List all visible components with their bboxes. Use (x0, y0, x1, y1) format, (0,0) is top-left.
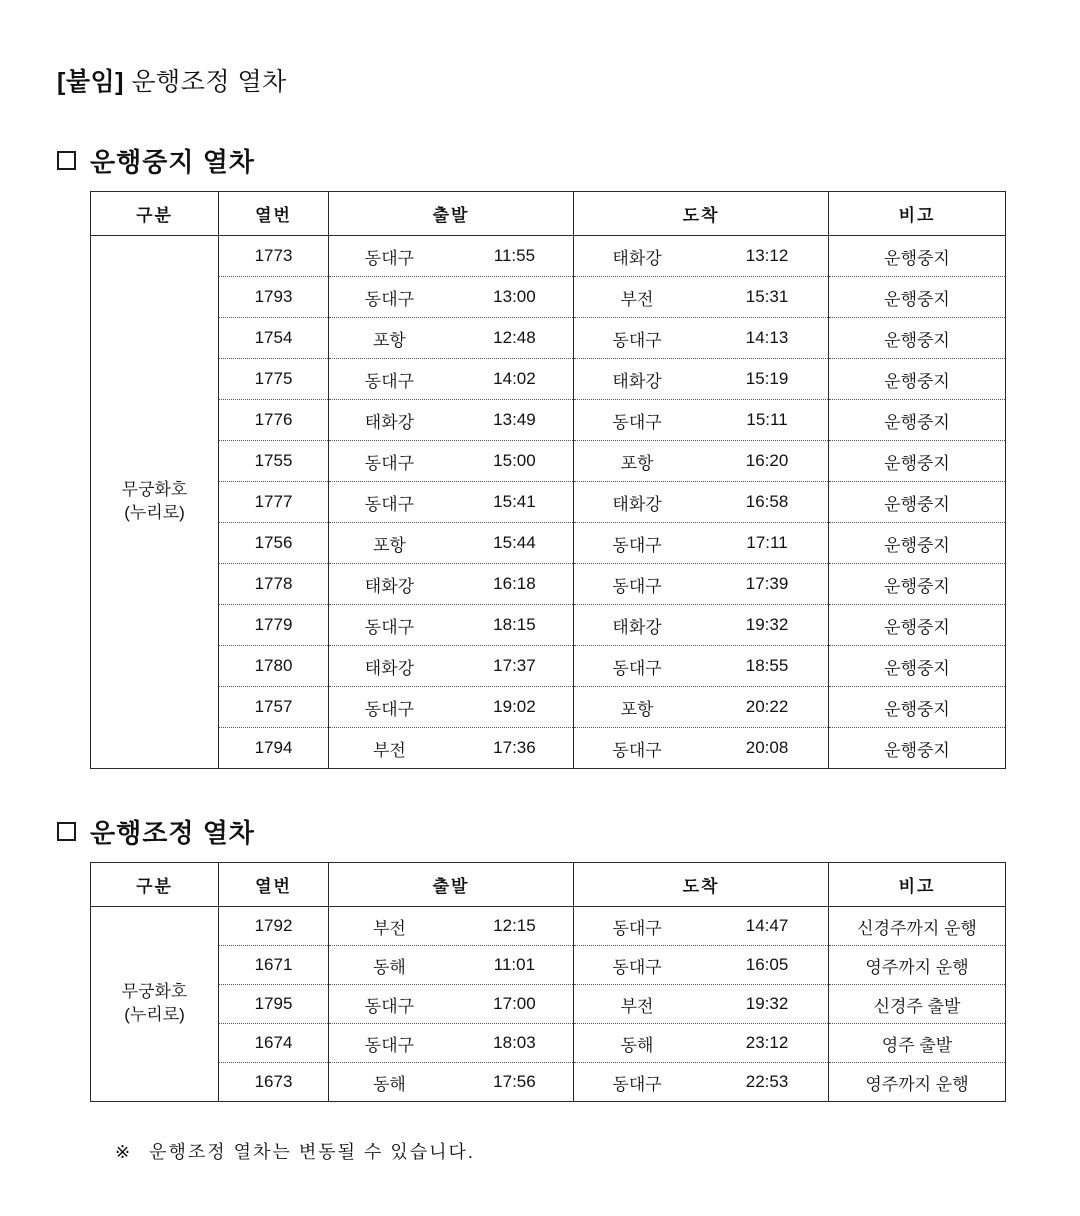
table-row (91, 1063, 1006, 1102)
departure-cell (329, 687, 574, 728)
departure-station: 동대구 (364, 248, 415, 268)
arrival-time: 23:12 (745, 1033, 789, 1052)
arrival-station: 동대구 (612, 918, 662, 938)
departure-time: 15:44 (493, 533, 536, 552)
departure-station: 부전 (373, 918, 406, 938)
departure-cell (329, 646, 574, 687)
table-header-row (91, 192, 1006, 236)
table-row (91, 728, 1006, 769)
departure-time: 17:36 (493, 738, 536, 757)
train-no: 1795 (219, 985, 329, 1024)
remark-cell: 운행중지 (829, 646, 1006, 687)
train-no: 1778 (219, 564, 329, 605)
arrival-time: 20:08 (745, 738, 789, 757)
train-no: 1792 (219, 907, 329, 946)
arrival-cell (574, 907, 829, 946)
train-no: 1773 (219, 236, 329, 277)
remark-cell: 운행중지 (829, 400, 1006, 441)
arrival-time: 19:32 (745, 994, 789, 1013)
arrival-time: 14:47 (745, 916, 789, 935)
category-line-1: 무궁화호 (121, 982, 188, 1002)
remark-cell: 영주 출발 (829, 1024, 1006, 1063)
remark-cell: 운행중지 (829, 236, 1006, 277)
remark-cell: 운행중지 (829, 523, 1006, 564)
arrival-station: 부전 (620, 289, 654, 309)
adjusted-trains-table (90, 862, 1006, 1102)
footnote-mark: ※ (115, 1142, 133, 1162)
arrival-time: 22:53 (745, 1072, 789, 1091)
table-header-row (91, 863, 1006, 907)
arrival-cell (574, 1024, 829, 1063)
arrival-cell (574, 985, 829, 1024)
departure-time: 16:18 (493, 574, 536, 593)
remark-cell: 운행중지 (829, 687, 1006, 728)
arrival-time: 16:20 (745, 451, 789, 470)
arrival-cell (574, 523, 829, 564)
category-line-2: (누리로) (124, 1005, 185, 1024)
arrival-station: 동대구 (612, 658, 662, 678)
table-row (91, 482, 1006, 523)
arrival-cell (574, 441, 829, 482)
arrival-station: 동대구 (612, 576, 662, 596)
arrival-time: 16:05 (745, 955, 789, 974)
arrival-cell (574, 359, 829, 400)
arrival-station: 동대구 (612, 412, 662, 432)
category-cell (91, 907, 219, 1102)
departure-time: 17:00 (493, 994, 536, 1013)
departure-cell (329, 523, 574, 564)
departure-cell (329, 318, 574, 359)
table-row (91, 441, 1006, 482)
departure-time: 18:03 (493, 1033, 536, 1052)
column-header-train-no: 열번 (219, 192, 329, 236)
arrival-cell (574, 946, 829, 985)
arrival-cell (574, 400, 829, 441)
arrival-station: 동대구 (612, 957, 662, 977)
footnote-text: 운행조정 열차는 변동될 수 있습니다. (149, 1142, 475, 1162)
remark-cell: 운행중지 (829, 482, 1006, 523)
departure-time: 19:02 (493, 697, 536, 716)
arrival-station: 포항 (620, 453, 654, 473)
departure-station: 태화강 (364, 576, 415, 596)
column-header-remark: 비고 (829, 863, 1006, 907)
arrival-station: 부전 (620, 996, 654, 1016)
departure-cell (329, 482, 574, 523)
arrival-time: 14:13 (745, 328, 789, 347)
departure-time: 17:56 (493, 1072, 536, 1091)
section-heading-adjusted (57, 813, 1025, 850)
departure-cell (329, 441, 574, 482)
arrival-time: 18:55 (745, 656, 789, 675)
checkbox-icon (57, 151, 76, 170)
remark-cell: 운행중지 (829, 728, 1006, 769)
column-header-departure: 출발 (329, 863, 574, 907)
departure-time: 11:55 (493, 246, 536, 265)
departure-time: 14:02 (493, 369, 536, 388)
arrival-station: 동대구 (612, 330, 662, 350)
departure-station: 동대구 (364, 453, 415, 473)
column-header-arrival: 도착 (574, 863, 829, 907)
train-no: 1779 (219, 605, 329, 646)
departure-cell (329, 277, 574, 318)
train-no: 1674 (219, 1024, 329, 1063)
column-header-remark: 비고 (829, 192, 1006, 236)
train-no: 1673 (219, 1063, 329, 1102)
departure-station: 동해 (373, 1074, 406, 1094)
remark-cell: 운행중지 (829, 441, 1006, 482)
departure-cell (329, 946, 574, 985)
arrival-cell (574, 1063, 829, 1102)
departure-station: 동대구 (364, 1035, 415, 1055)
train-no: 1775 (219, 359, 329, 400)
table-row (91, 277, 1006, 318)
arrival-station: 동대구 (612, 535, 662, 555)
train-no: 1757 (219, 687, 329, 728)
remark-cell: 운행중지 (829, 277, 1006, 318)
table-row (91, 1024, 1006, 1063)
table-row (91, 646, 1006, 687)
table-row (91, 564, 1006, 605)
arrival-station: 동대구 (612, 740, 662, 760)
train-no: 1794 (219, 728, 329, 769)
departure-time: 13:00 (493, 287, 536, 306)
departure-cell (329, 985, 574, 1024)
page-title-text: 운행조정 열차 (131, 68, 287, 96)
section-title: 운행조정 열차 (90, 818, 255, 848)
arrival-time: 15:19 (745, 369, 789, 388)
departure-station: 포항 (373, 330, 406, 350)
train-no: 1756 (219, 523, 329, 564)
arrival-station: 동대구 (612, 1074, 662, 1094)
departure-station: 동대구 (364, 699, 415, 719)
arrival-time: 15:31 (745, 287, 789, 306)
train-no: 1755 (219, 441, 329, 482)
departure-station: 동해 (373, 957, 406, 977)
departure-cell (329, 359, 574, 400)
page-title-bracket: [붙임] (57, 68, 124, 96)
arrival-cell (574, 687, 829, 728)
departure-cell (329, 605, 574, 646)
departure-time: 11:01 (493, 955, 536, 974)
train-no: 1793 (219, 277, 329, 318)
departure-time: 12:15 (493, 916, 536, 935)
departure-time: 18:15 (493, 615, 536, 634)
arrival-cell (574, 236, 829, 277)
departure-time: 12:48 (493, 328, 536, 347)
remark-cell: 운행중지 (829, 605, 1006, 646)
section-heading-suspended (57, 142, 1025, 179)
departure-time: 13:49 (493, 410, 536, 429)
column-header-departure: 출발 (329, 192, 574, 236)
arrival-cell (574, 728, 829, 769)
departure-time: 15:00 (493, 451, 536, 470)
departure-cell (329, 907, 574, 946)
departure-station: 부전 (373, 740, 406, 760)
column-header-arrival: 도착 (574, 192, 829, 236)
arrival-station: 태화강 (612, 617, 662, 637)
category-line-2: (누리로) (124, 503, 185, 522)
departure-time: 15:41 (493, 492, 536, 511)
arrival-station: 태화강 (612, 371, 662, 391)
train-no: 1671 (219, 946, 329, 985)
column-header-category: 구분 (91, 192, 219, 236)
departure-time: 17:37 (493, 656, 536, 675)
table-row (91, 985, 1006, 1024)
remark-cell: 신경주 출발 (829, 985, 1006, 1024)
departure-cell (329, 236, 574, 277)
train-no: 1776 (219, 400, 329, 441)
departure-cell (329, 1024, 574, 1063)
table-row (91, 318, 1006, 359)
departure-station: 포항 (373, 535, 406, 555)
arrival-station: 포항 (620, 699, 654, 719)
category-line-1: 무궁화호 (121, 480, 188, 500)
train-no: 1780 (219, 646, 329, 687)
arrival-station: 태화강 (612, 494, 662, 514)
departure-station: 동대구 (364, 371, 415, 391)
arrival-time: 13:12 (745, 246, 789, 265)
arrival-cell (574, 646, 829, 687)
page-title (57, 62, 1025, 98)
arrival-time: 16:58 (745, 492, 789, 511)
table-row (91, 400, 1006, 441)
table-row (91, 236, 1006, 277)
table-row (91, 359, 1006, 400)
remark-cell: 운행중지 (829, 318, 1006, 359)
departure-station: 동대구 (364, 289, 415, 309)
departure-cell (329, 1063, 574, 1102)
departure-station: 동대구 (364, 494, 415, 514)
remark-cell: 신경주까지 운행 (829, 907, 1006, 946)
table-row (91, 605, 1006, 646)
table-row (91, 687, 1006, 728)
arrival-time: 20:22 (745, 697, 789, 716)
departure-cell (329, 400, 574, 441)
arrival-cell (574, 564, 829, 605)
departure-station: 동대구 (364, 617, 415, 637)
column-header-train-no: 열번 (219, 863, 329, 907)
train-no: 1777 (219, 482, 329, 523)
arrival-station: 동해 (620, 1035, 654, 1055)
table-row (91, 907, 1006, 946)
checkbox-icon (57, 822, 76, 841)
arrival-cell (574, 318, 829, 359)
remark-cell: 영주까지 운행 (829, 946, 1006, 985)
remark-cell: 운행중지 (829, 359, 1006, 400)
departure-station: 태화강 (364, 412, 415, 432)
departure-station: 동대구 (364, 996, 415, 1016)
remark-cell: 운행중지 (829, 564, 1006, 605)
table-row (91, 523, 1006, 564)
arrival-time: 17:39 (745, 574, 789, 593)
remark-cell: 영주까지 운행 (829, 1063, 1006, 1102)
arrival-time: 15:11 (746, 410, 788, 429)
departure-station: 태화강 (364, 658, 415, 678)
arrival-time: 19:32 (745, 615, 789, 634)
suspended-trains-table (90, 191, 1006, 769)
departure-cell (329, 564, 574, 605)
departure-cell (329, 728, 574, 769)
arrival-cell (574, 605, 829, 646)
category-cell (91, 236, 219, 769)
arrival-station: 태화강 (612, 248, 662, 268)
table-row (91, 946, 1006, 985)
arrival-cell (574, 277, 829, 318)
footnote (115, 1138, 1025, 1164)
arrival-cell (574, 482, 829, 523)
train-no: 1754 (219, 318, 329, 359)
section-title: 운행중지 열차 (90, 147, 255, 177)
arrival-time: 17:11 (746, 533, 788, 552)
column-header-category: 구분 (91, 863, 219, 907)
